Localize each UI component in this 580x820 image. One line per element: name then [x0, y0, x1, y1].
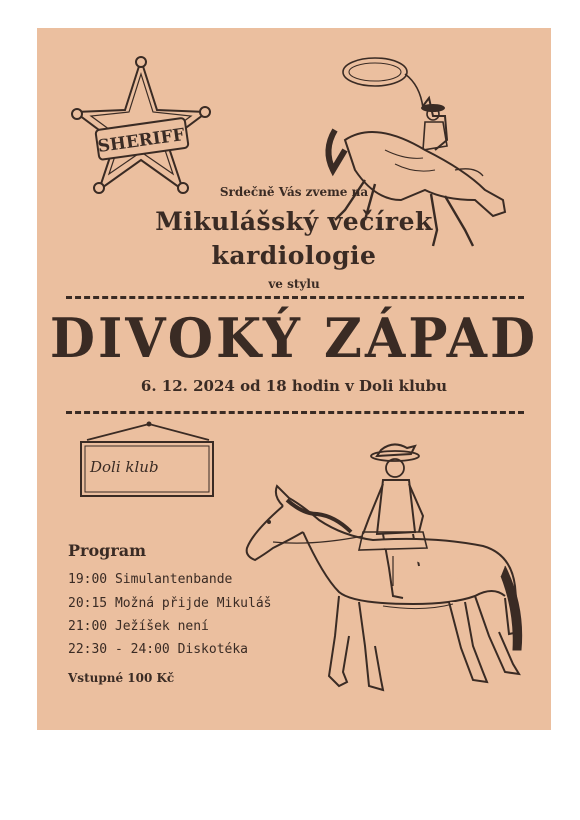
title-line-2: kardiologie: [211, 241, 377, 270]
poster: [37, 28, 551, 730]
entry-fee: Vstupné 100 Kč: [68, 671, 175, 685]
program-title: Program: [68, 541, 147, 560]
program-item: 20:15 Možná přijde Mikuláš: [68, 596, 272, 611]
divider-bottom: [66, 411, 524, 414]
program-item: 19:00 Simulantenbande: [68, 572, 233, 587]
cowboy-on-horse-icon: [243, 436, 523, 706]
divider-top: [66, 296, 524, 299]
sheriff-star-icon: [75, 54, 215, 194]
program-item: 22:30 - 24:00 Diskotéka: [68, 642, 249, 657]
sign-text: Doli klub: [90, 458, 159, 476]
headline: DIVOKÝ ZÁPAD: [49, 306, 539, 371]
invite-text: Srdečně Vás zveme na: [219, 185, 369, 199]
style-line: ve stylu: [268, 277, 320, 291]
program-item: 21:00 Ježíšek není: [68, 619, 209, 634]
title-line-1: Mikulášský večírek: [155, 207, 433, 236]
sheriff-badge-text: SHERIFF: [96, 124, 187, 157]
date-line: 6. 12. 2024 od 18 hodin v Doli klubu: [140, 377, 448, 395]
